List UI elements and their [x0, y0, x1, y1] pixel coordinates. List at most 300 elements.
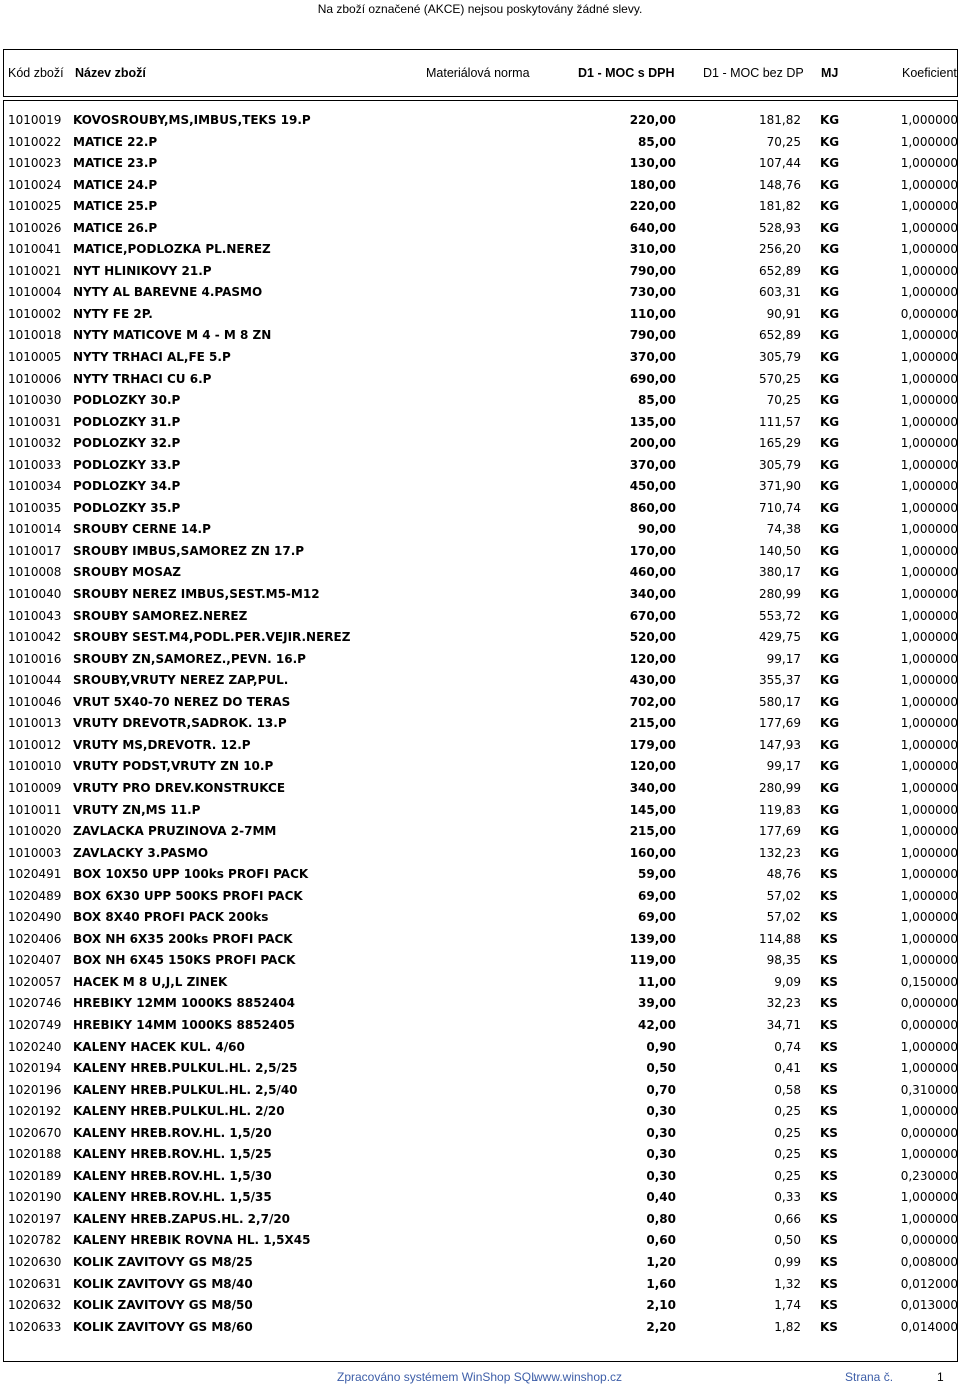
price-with-vat: 0,30 — [646, 1147, 676, 1162]
coefficient: 0,008000 — [900, 1254, 958, 1269]
unit: KG — [820, 371, 840, 386]
product-name: KOLIK ZAVITOVY GS M8/50 — [73, 1298, 253, 1313]
unit: KG — [820, 500, 840, 515]
product-name: MATICE 23.P — [73, 156, 158, 171]
product-name: BOX NH 6X35 200ks PROFI PACK — [73, 931, 293, 946]
product-code: 1010013 — [8, 716, 62, 731]
product-name: NYT HLINIKOVY 21.P — [73, 263, 212, 278]
table-row — [0, 713, 960, 735]
product-code: 1010026 — [8, 220, 62, 235]
product-name: NYTY AL BAREVNE 4.PASMO — [73, 285, 263, 300]
price-with-vat: 180,00 — [629, 177, 676, 192]
table-row — [0, 778, 960, 800]
product-code: 1020631 — [8, 1276, 62, 1291]
coefficient: 1,000000 — [900, 177, 958, 192]
coefficient: 1,000000 — [900, 716, 958, 731]
price-with-vat: 120,00 — [629, 651, 676, 666]
product-code: 1020188 — [8, 1147, 62, 1162]
price-without-vat: 0,99 — [774, 1254, 801, 1269]
footer-link[interactable]: www.winshop.cz — [534, 1370, 623, 1384]
price-with-vat: 90,00 — [638, 522, 676, 537]
price-with-vat: 1,20 — [646, 1254, 676, 1269]
table-row — [0, 562, 960, 584]
product-name: VRUTY DREVOTR,SADROK. 13.P — [73, 716, 287, 731]
unit: KG — [820, 393, 840, 408]
product-name: NYTY TRHACI CU 6.P — [73, 371, 212, 386]
table-row — [0, 132, 960, 154]
product-name: SROUBY IMBUS,SAMOREZ ZN 17.P — [73, 543, 305, 558]
price-with-vat: 340,00 — [629, 780, 676, 795]
unit: KG — [820, 285, 840, 300]
coefficient: 1,000000 — [900, 608, 958, 623]
coefficient: 1,000000 — [900, 845, 958, 860]
coefficient: 1,000000 — [900, 651, 958, 666]
table-row — [0, 1252, 960, 1274]
price-without-vat: 0,33 — [774, 1190, 801, 1205]
table-row — [0, 670, 960, 692]
table-row — [0, 1123, 960, 1145]
table-row — [0, 519, 960, 541]
coefficient: 1,000000 — [900, 931, 958, 946]
product-code: 1010002 — [8, 306, 62, 321]
unit: KG — [820, 242, 840, 257]
table-row — [0, 735, 960, 757]
price-with-vat: 450,00 — [629, 479, 676, 494]
unit: KG — [820, 436, 840, 451]
column-header-code: Kód zboží — [8, 66, 64, 80]
coefficient: 1,000000 — [900, 436, 958, 451]
coefficient: 1,000000 — [900, 910, 958, 925]
unit: KG — [820, 134, 840, 149]
product-name: KOLIK ZAVITOVY GS M8/60 — [73, 1319, 253, 1334]
product-code: 1020189 — [8, 1168, 62, 1183]
coefficient: 0,000000 — [900, 1125, 958, 1140]
product-name: PODLOZKY 30.P — [73, 393, 181, 408]
unit: KS — [820, 1147, 838, 1162]
price-without-vat: 165,29 — [759, 436, 801, 451]
unit: KS — [820, 1233, 838, 1248]
price-without-vat: 111,57 — [759, 414, 801, 429]
product-name: KALENY HREB.ROV.HL. 1,5/25 — [73, 1147, 272, 1162]
table-row — [0, 907, 960, 929]
coefficient: 1,000000 — [900, 780, 958, 795]
product-name: BOX 8X40 PROFI PACK 200ks — [73, 910, 269, 925]
coefficient: 1,000000 — [900, 543, 958, 558]
price-with-vat: 2,20 — [646, 1319, 676, 1334]
price-without-vat: 98,35 — [766, 953, 801, 968]
unit: KG — [820, 306, 840, 321]
price-with-vat: 310,00 — [629, 242, 676, 257]
coefficient: 1,000000 — [900, 802, 958, 817]
price-with-vat: 0,30 — [646, 1125, 676, 1140]
product-name: SROUBY SEST.M4,PODL.PER.VEJIR.NEREZ — [73, 630, 351, 645]
unit: KG — [820, 414, 840, 429]
product-code: 1010035 — [8, 500, 62, 515]
price-without-vat: 652,89 — [759, 263, 801, 278]
price-without-vat: 652,89 — [759, 328, 801, 343]
price-with-vat: 119,00 — [629, 953, 676, 968]
product-name: PODLOZKY 35.P — [73, 500, 181, 515]
price-without-vat: 553,72 — [759, 608, 801, 623]
price-without-vat: 177,69 — [759, 824, 801, 839]
product-code: 1010043 — [8, 608, 62, 623]
unit: KG — [820, 220, 840, 235]
price-with-vat: 215,00 — [629, 824, 676, 839]
product-name: MATICE 24.P — [73, 177, 158, 192]
price-with-vat: 370,00 — [629, 350, 676, 365]
table-row — [0, 1295, 960, 1317]
unit: KG — [820, 759, 840, 774]
price-with-vat: 160,00 — [629, 845, 676, 860]
product-name: SROUBY MOSAZ — [73, 565, 181, 580]
table-row — [0, 110, 960, 132]
notice-text: Na zboží označené (AKCE) nejsou poskytovány žádné slevy. — [317, 2, 643, 16]
price-without-vat: 140,50 — [759, 543, 801, 558]
price-without-vat: 0,74 — [774, 1039, 801, 1054]
price-without-vat: 90,91 — [766, 306, 801, 321]
column-header-name: Název zboží — [75, 66, 146, 80]
table-row — [0, 1187, 960, 1209]
price-without-vat: 0,58 — [774, 1082, 801, 1097]
product-name: KALENY HACEK KUL. 4/60 — [73, 1039, 245, 1054]
coefficient: 0,000000 — [900, 306, 958, 321]
price-without-vat: 528,93 — [759, 220, 801, 235]
coefficient: 1,000000 — [900, 457, 958, 472]
footer-system: Zpracováno systémem WinShop SQL — [337, 1370, 538, 1384]
unit: KS — [820, 888, 838, 903]
table-row — [0, 1166, 960, 1188]
unit: KG — [820, 457, 840, 472]
table-row — [0, 153, 960, 175]
unit: KG — [820, 824, 840, 839]
price-with-vat: 69,00 — [638, 910, 676, 925]
product-name: SROUBY CERNE 14.P — [73, 522, 211, 537]
coefficient: 1,000000 — [900, 371, 958, 386]
product-code: 1020491 — [8, 867, 62, 882]
product-code: 1010022 — [8, 134, 62, 149]
unit: KS — [820, 1211, 838, 1226]
table-row — [0, 304, 960, 326]
product-name: SROUBY NEREZ IMBUS,SEST.M5-M12 — [73, 587, 320, 602]
table-row — [0, 950, 960, 972]
unit: KG — [820, 328, 840, 343]
table-row — [0, 1101, 960, 1123]
price-with-vat: 110,00 — [629, 306, 676, 321]
price-without-vat: 371,90 — [759, 479, 801, 494]
product-code: 1020197 — [8, 1211, 62, 1226]
price-with-vat: 460,00 — [629, 565, 676, 580]
table-row — [0, 369, 960, 391]
coefficient: 1,000000 — [900, 1039, 958, 1054]
product-code: 1010044 — [8, 673, 62, 688]
price-without-vat: 0,25 — [774, 1125, 801, 1140]
product-list — [0, 110, 960, 1338]
coefficient: 1,000000 — [900, 867, 958, 882]
unit: KS — [820, 1168, 838, 1183]
coefficient: 1,000000 — [900, 630, 958, 645]
product-code: 1010034 — [8, 479, 62, 494]
product-name: SROUBY,VRUTY NEREZ ZAP,PUL. — [73, 673, 289, 688]
product-code: 1010003 — [8, 845, 62, 860]
product-code: 1020407 — [8, 953, 62, 968]
footer-page-number: 1 — [937, 1370, 944, 1384]
coefficient: 1,000000 — [900, 134, 958, 149]
product-name: ZAVLACKY 3.PASMO — [73, 845, 209, 860]
price-without-vat: 0,50 — [774, 1233, 801, 1248]
unit: KS — [820, 1017, 838, 1032]
price-with-vat: 59,00 — [638, 867, 676, 882]
price-without-vat: 148,76 — [759, 177, 801, 192]
product-name: MATICE 25.P — [73, 199, 158, 214]
product-name: KALENY HREB.PULKUL.HL. 2,5/40 — [73, 1082, 298, 1097]
price-without-vat: 580,17 — [759, 694, 801, 709]
price-with-vat: 640,00 — [629, 220, 676, 235]
price-with-vat: 730,00 — [629, 285, 676, 300]
unit: KS — [820, 867, 838, 882]
product-name: VRUTY PRO DREV.KONSTRUKCE — [73, 780, 286, 795]
coefficient: 1,000000 — [900, 694, 958, 709]
price-with-vat: 0,40 — [646, 1190, 676, 1205]
product-code: 1010020 — [8, 824, 62, 839]
price-with-vat: 0,60 — [646, 1233, 676, 1248]
table-row — [0, 929, 960, 951]
product-name: MATICE,PODLOZKA PL.NEREZ — [73, 242, 271, 257]
product-name: VRUTY ZN,MS 11.P — [73, 802, 201, 817]
price-without-vat: 70,25 — [766, 134, 801, 149]
table-row — [0, 886, 960, 908]
coefficient: 1,000000 — [900, 263, 958, 278]
coefficient: 0,000000 — [900, 1233, 958, 1248]
unit: KG — [820, 630, 840, 645]
unit: KG — [820, 802, 840, 817]
unit: KS — [820, 931, 838, 946]
product-code: 1010042 — [8, 630, 62, 645]
unit: KG — [820, 522, 840, 537]
table-row — [0, 993, 960, 1015]
product-name: KOVOSROUBY,MS,IMBUS,TEKS 19.P — [73, 113, 311, 127]
price-with-vat: 2,10 — [646, 1298, 676, 1313]
product-code: 1010009 — [8, 780, 62, 795]
column-header-price-vat: D1 - MOC s DPH — [578, 66, 675, 80]
coefficient: 1,000000 — [900, 414, 958, 429]
price-with-vat: 340,00 — [629, 587, 676, 602]
price-with-vat: 220,00 — [629, 113, 676, 127]
product-code: 1010005 — [8, 350, 62, 365]
unit: KS — [820, 1082, 838, 1097]
unit: KG — [820, 199, 840, 214]
product-code: 1010010 — [8, 759, 62, 774]
coefficient: 1,000000 — [900, 393, 958, 408]
product-code: 1020190 — [8, 1190, 62, 1205]
price-with-vat: 1,60 — [646, 1276, 676, 1291]
coefficient: 0,000000 — [900, 996, 958, 1011]
table-row — [0, 649, 960, 671]
unit: KS — [820, 953, 838, 968]
price-with-vat: 670,00 — [629, 608, 676, 623]
table-row — [0, 433, 960, 455]
table-row — [0, 756, 960, 778]
unit: KG — [820, 673, 840, 688]
price-without-vat: 305,79 — [759, 457, 801, 472]
unit: KG — [820, 587, 840, 602]
price-with-vat: 130,00 — [629, 156, 676, 171]
coefficient: 1,000000 — [900, 1061, 958, 1076]
coefficient: 1,000000 — [900, 156, 958, 171]
table-row — [0, 821, 960, 843]
unit: KS — [820, 1254, 838, 1269]
price-without-vat: 305,79 — [759, 350, 801, 365]
price-without-vat: 0,25 — [774, 1168, 801, 1183]
product-name: BOX NH 6X45 150KS PROFI PACK — [73, 953, 296, 968]
price-with-vat: 145,00 — [629, 802, 676, 817]
unit: KG — [820, 565, 840, 580]
product-name: MATICE 26.P — [73, 220, 158, 235]
coefficient: 1,000000 — [900, 350, 958, 365]
unit: KG — [820, 156, 840, 171]
table-row — [0, 1274, 960, 1296]
unit: KG — [820, 651, 840, 666]
product-name: NYTY MATICOVE M 4 - M 8 ZN — [73, 328, 272, 343]
price-with-vat: 430,00 — [629, 673, 676, 688]
product-name: HREBIKY 12MM 1000KS 8852404 — [73, 996, 295, 1011]
price-without-vat: 9,09 — [774, 974, 801, 989]
coefficient: 1,000000 — [900, 220, 958, 235]
product-name: PODLOZKY 31.P — [73, 414, 181, 429]
price-with-vat: 200,00 — [629, 436, 676, 451]
price-with-vat: 39,00 — [638, 996, 676, 1011]
product-code: 1020192 — [8, 1104, 62, 1119]
unit: KS — [820, 1298, 838, 1313]
coefficient: 1,000000 — [900, 888, 958, 903]
product-code: 1010025 — [8, 199, 62, 214]
table-row — [0, 412, 960, 434]
product-code: 1020630 — [8, 1254, 62, 1269]
price-without-vat: 132,23 — [759, 845, 801, 860]
coefficient: 1,000000 — [900, 113, 958, 127]
product-name: PODLOZKY 32.P — [73, 436, 181, 451]
price-without-vat: 603,31 — [759, 285, 801, 300]
price-without-vat: 181,82 — [759, 113, 801, 127]
table-row — [0, 864, 960, 886]
coefficient: 0,000000 — [900, 1017, 958, 1032]
price-without-vat: 380,17 — [759, 565, 801, 580]
coefficient: 0,150000 — [900, 974, 958, 989]
price-without-vat: 0,25 — [774, 1147, 801, 1162]
price-without-vat: 1,74 — [774, 1298, 801, 1313]
unit: KG — [820, 113, 840, 127]
unit: KS — [820, 974, 838, 989]
price-without-vat: 74,38 — [766, 522, 801, 537]
table-row — [0, 282, 960, 304]
table-row — [0, 239, 960, 261]
unit: KG — [820, 263, 840, 278]
table-row — [0, 1317, 960, 1339]
coefficient: 1,000000 — [900, 953, 958, 968]
price-with-vat: 0,90 — [646, 1039, 676, 1054]
product-code: 1020406 — [8, 931, 62, 946]
price-with-vat: 520,00 — [629, 630, 676, 645]
table-row — [0, 1209, 960, 1231]
product-name: ZAVLACKA PRUZINOVA 2-7MM — [73, 824, 277, 839]
price-with-vat: 860,00 — [629, 500, 676, 515]
price-without-vat: 34,71 — [766, 1017, 801, 1032]
price-without-vat: 99,17 — [766, 759, 801, 774]
product-code: 1020240 — [8, 1039, 62, 1054]
coefficient: 1,000000 — [900, 328, 958, 343]
table-row — [0, 584, 960, 606]
coefficient: 1,000000 — [900, 199, 958, 214]
coefficient: 1,000000 — [900, 587, 958, 602]
product-code: 1010016 — [8, 651, 62, 666]
product-code: 1010030 — [8, 393, 62, 408]
product-code: 1010006 — [8, 371, 62, 386]
column-header-material: Materiálová norma — [426, 66, 530, 80]
price-without-vat: 0,66 — [774, 1211, 801, 1226]
table-row — [0, 1144, 960, 1166]
price-with-vat: 690,00 — [629, 371, 676, 386]
column-header-price-novat: D1 - MOC bez DP — [703, 66, 804, 80]
product-code: 1020782 — [8, 1233, 62, 1248]
unit: KG — [820, 177, 840, 192]
price-with-vat: 179,00 — [629, 737, 676, 752]
table-row — [0, 1037, 960, 1059]
coefficient: 0,012000 — [900, 1276, 958, 1291]
coefficient: 1,000000 — [900, 500, 958, 515]
product-code: 1010024 — [8, 177, 62, 192]
unit: KG — [820, 780, 840, 795]
unit: KS — [820, 1190, 838, 1205]
price-with-vat: 790,00 — [629, 328, 676, 343]
product-name: HACEK M 8 U,J,L ZINEK — [73, 974, 228, 989]
unit: KS — [820, 1125, 838, 1140]
product-code: 1010046 — [8, 694, 62, 709]
price-without-vat: 1,82 — [774, 1319, 801, 1334]
table-row — [0, 843, 960, 865]
price-without-vat: 181,82 — [759, 199, 801, 214]
price-with-vat: 0,70 — [646, 1082, 676, 1097]
price-without-vat: 57,02 — [766, 888, 801, 903]
product-name: KOLIK ZAVITOVY GS M8/25 — [73, 1254, 253, 1269]
price-with-vat: 790,00 — [629, 263, 676, 278]
price-without-vat: 570,25 — [759, 371, 801, 386]
coefficient: 1,000000 — [900, 285, 958, 300]
table-row — [0, 196, 960, 218]
coefficient: 0,230000 — [900, 1168, 958, 1183]
price-without-vat: 32,23 — [766, 996, 801, 1011]
price-with-vat: 170,00 — [629, 543, 676, 558]
table-row — [0, 1058, 960, 1080]
product-code: 1020633 — [8, 1319, 62, 1334]
coefficient: 0,013000 — [900, 1298, 958, 1313]
product-code: 1010018 — [8, 328, 62, 343]
price-without-vat: 280,99 — [759, 587, 801, 602]
product-code: 1010023 — [8, 156, 62, 171]
product-code: 1010017 — [8, 543, 62, 558]
product-name: KALENY HREB.ROV.HL. 1,5/30 — [73, 1168, 272, 1183]
table-row — [0, 1080, 960, 1102]
product-code: 1020746 — [8, 996, 62, 1011]
price-without-vat: 70,25 — [766, 393, 801, 408]
price-without-vat: 57,02 — [766, 910, 801, 925]
price-without-vat: 114,88 — [759, 931, 801, 946]
price-without-vat: 355,37 — [759, 673, 801, 688]
table-row — [0, 972, 960, 994]
price-with-vat: 370,00 — [629, 457, 676, 472]
price-without-vat: 710,74 — [759, 500, 801, 515]
coefficient: 1,000000 — [900, 824, 958, 839]
coefficient: 1,000000 — [900, 565, 958, 580]
table-row — [0, 476, 960, 498]
